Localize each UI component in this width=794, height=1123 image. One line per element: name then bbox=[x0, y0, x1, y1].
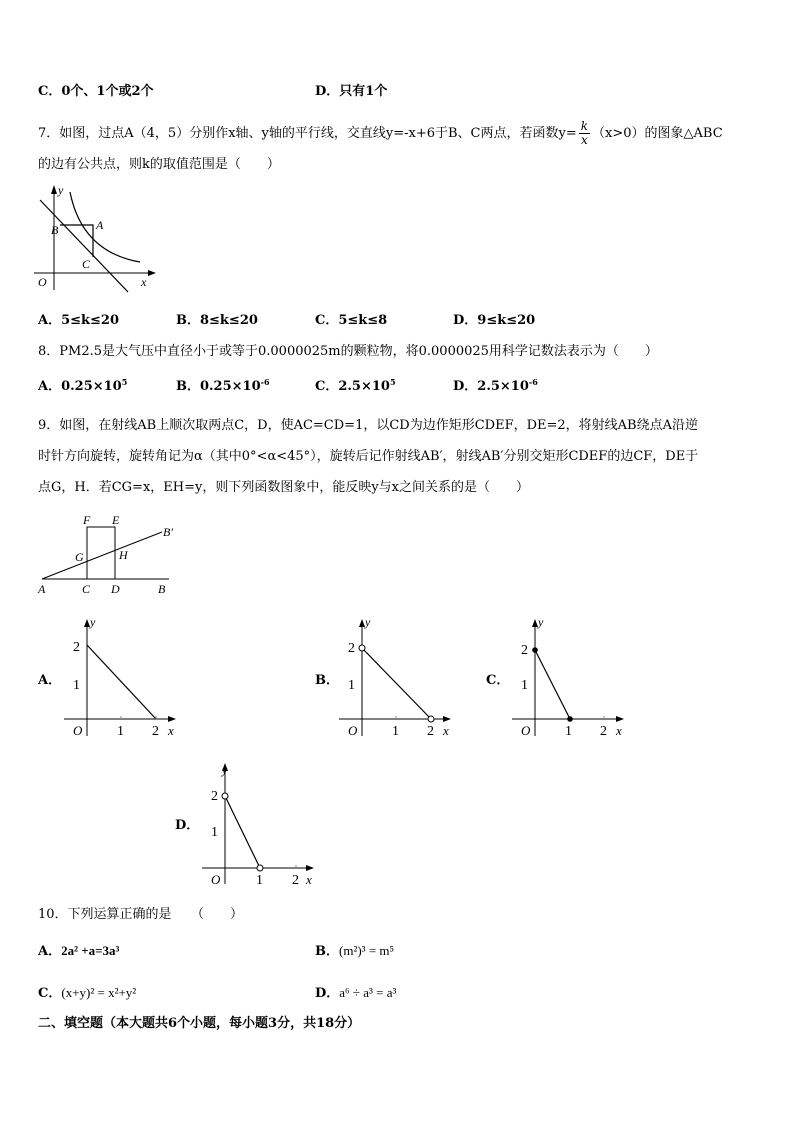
q9-ray-abp bbox=[42, 532, 162, 579]
q9-graph-d-open-dot-top bbox=[222, 793, 228, 799]
q7-option-d: D．9≤k≤20 bbox=[453, 313, 536, 328]
q7-frac-num: k bbox=[580, 119, 589, 133]
q9-label-b: B bbox=[158, 582, 166, 596]
q9-label-e: E bbox=[112, 513, 120, 527]
svg-text:1: 1 bbox=[348, 678, 355, 693]
q9-graph-d-open-dot-right bbox=[257, 865, 263, 871]
q7-stem-line1 bbox=[38, 120, 723, 147]
q9-graph-a-line bbox=[87, 645, 156, 719]
svg-text:1: 1 bbox=[73, 678, 80, 693]
svg-text:2: 2 bbox=[427, 724, 434, 739]
svg-text:y: y bbox=[538, 615, 544, 629]
q7-y-arrow bbox=[51, 185, 57, 194]
q7-label-a: A bbox=[96, 218, 104, 232]
q7-option-a: A．5≤k≤20 bbox=[38, 313, 120, 328]
q7-label-y: y bbox=[58, 183, 64, 197]
svg-text:y: y bbox=[90, 615, 96, 629]
svg-text:2: 2 bbox=[521, 643, 528, 658]
q9-label-f: F bbox=[83, 513, 91, 527]
q8-option-c: C．$2.5\times 10^5$ bbox=[315, 377, 396, 394]
q7-stem-text: 7．如图，过点A（4，5）分别作x轴、y轴的平行线，交直线y=-x+6于B、C两点，若函数y= bbox=[38, 126, 577, 141]
q10-stem: 10．下列运算正确的是 （ ） bbox=[38, 907, 244, 922]
q9-graph-c-dot-top bbox=[532, 647, 538, 653]
q9-graph-c-dot-right bbox=[567, 716, 573, 722]
prev-option-c: C．0个、1个或2个 bbox=[38, 84, 154, 99]
q9-rectangle bbox=[87, 527, 115, 579]
q9-graph-a bbox=[60, 612, 190, 742]
q10-option-d: D．a⁶ ÷ a³ = a³ bbox=[315, 985, 397, 1001]
q7-line bbox=[40, 200, 128, 292]
q9-label-d: D bbox=[111, 582, 120, 596]
q9-option-d-label: D． bbox=[175, 818, 200, 833]
svg-text:O: O bbox=[348, 723, 358, 738]
q9-graph-d-line bbox=[225, 796, 260, 868]
svg-text:1: 1 bbox=[256, 873, 263, 886]
q7-label-x: x bbox=[141, 275, 147, 289]
q9-option-b-label: B． bbox=[315, 673, 339, 688]
q8-stem: 8．PM2.5是大气压中直径小于或等于0.0000025m的颗粒物，将0.0000025用科学记数法表示为（ ） bbox=[38, 344, 658, 359]
svg-text:O: O bbox=[521, 723, 531, 738]
q9-label-h: H bbox=[119, 548, 128, 562]
q10-option-c: C．(x+y)² = x²+y² bbox=[38, 985, 137, 1001]
q7-label-b: B bbox=[51, 223, 59, 237]
q9-graph-c bbox=[508, 612, 638, 742]
q7-figure bbox=[30, 182, 160, 294]
q7-frac-den: x bbox=[581, 133, 588, 147]
svg-text:1: 1 bbox=[521, 678, 528, 693]
q9-graph-d bbox=[198, 756, 328, 886]
q9-graph-b-line bbox=[362, 648, 431, 719]
q7-label-c: C bbox=[82, 257, 91, 271]
svg-text:1: 1 bbox=[392, 724, 399, 739]
svg-text:1: 1 bbox=[565, 724, 572, 739]
q9-graph-b bbox=[335, 612, 465, 742]
svg-text:x: x bbox=[168, 723, 174, 738]
svg-text:y: y bbox=[365, 615, 371, 629]
q7-x-arrow bbox=[148, 270, 156, 276]
svg-text:O: O bbox=[211, 872, 221, 886]
q9-label-a: A bbox=[38, 582, 46, 596]
svg-text:2: 2 bbox=[348, 641, 355, 656]
q9-label-c: C bbox=[82, 582, 91, 596]
q9-option-a-label: A． bbox=[38, 673, 62, 688]
q10-option-b: B．(m²)³ = m⁵ bbox=[315, 943, 395, 959]
q9-figure bbox=[34, 510, 184, 600]
svg-text:2: 2 bbox=[292, 873, 299, 886]
q8-option-b: B．$0.25\times 10^{-6}$ bbox=[176, 377, 270, 394]
svg-text:x: x bbox=[443, 723, 449, 738]
svg-text:2: 2 bbox=[73, 640, 80, 655]
q7-triangle bbox=[60, 225, 93, 257]
q7-label-o: O bbox=[38, 275, 47, 289]
section-2-title: 二、填空题（本大题共6个小题，每小题3分，共18分） bbox=[38, 1016, 361, 1031]
q9-label-g: G bbox=[75, 550, 84, 564]
q8-option-a: A．$0.25\times 10^5$ bbox=[38, 377, 128, 394]
q7-stem-line2: 的边有公共点，则k的取值范围是（ ） bbox=[38, 157, 280, 172]
q9-stem-line2: 时针方向旋转，旋转角记为α（其中0°<α<45°），旋转后记作射线AB′，射线AB′分别交矩形CDEF的边CF，DE于 bbox=[38, 449, 699, 464]
q9-label-bp: B′ bbox=[163, 525, 173, 539]
q7-option-c: C．5≤k≤8 bbox=[315, 313, 388, 328]
q9-graph-c-line bbox=[535, 650, 570, 719]
svg-text:1: 1 bbox=[117, 724, 124, 739]
q8-option-d: D．$2.5\times 10^{-6}$ bbox=[453, 377, 538, 394]
svg-text:x: x bbox=[306, 872, 312, 886]
svg-text:y: y bbox=[222, 763, 228, 777]
svg-text:O: O bbox=[73, 723, 83, 738]
q10-option-a: A．2a² +a=3a³ bbox=[38, 943, 120, 959]
q7-hyperbola bbox=[70, 192, 140, 262]
q7-option-b: B．8≤k≤20 bbox=[176, 313, 258, 328]
q9-stem-line1: 9．如图，在射线AB上顺次取两点C，D，使AC=CD=1，以CD为边作矩形CDEF，DE=2，将射线AB绕点A沿逆 bbox=[38, 418, 698, 433]
q9-graph-b-open-dot-right bbox=[428, 716, 434, 722]
q7-fraction bbox=[579, 120, 590, 147]
q9-option-c-label: C． bbox=[486, 673, 510, 688]
svg-text:2: 2 bbox=[211, 789, 218, 804]
q7-stem-tail: （x>0）的图象△ABC bbox=[592, 126, 723, 141]
q9-stem-line3: 点G，H．若CG=x，EH=y，则下列函数图象中，能反映y与x之间关系的是（ ） bbox=[38, 480, 530, 495]
svg-text:x: x bbox=[616, 723, 622, 738]
q9-graph-b-open-dot-top bbox=[359, 645, 365, 651]
prev-option-d: D．只有1个 bbox=[315, 84, 388, 99]
svg-text:2: 2 bbox=[600, 724, 607, 739]
svg-text:2: 2 bbox=[152, 724, 159, 739]
svg-text:1: 1 bbox=[211, 825, 218, 840]
